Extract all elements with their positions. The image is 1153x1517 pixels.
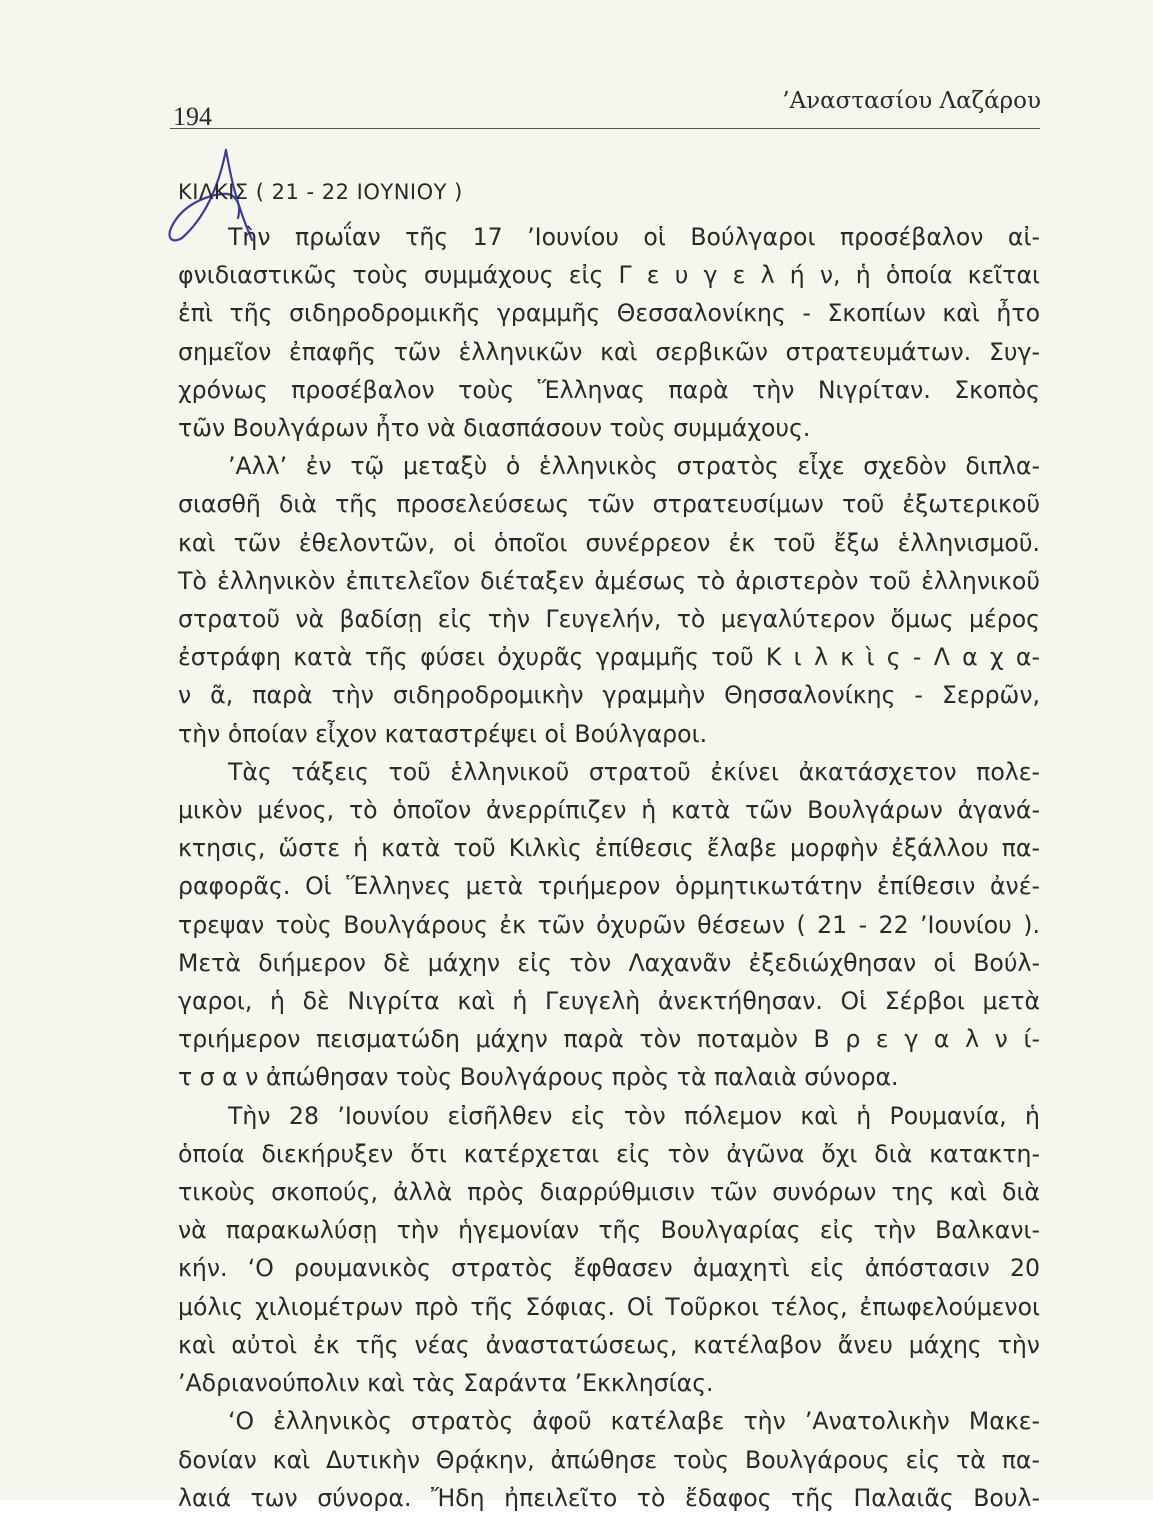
text-line: Μετὰ διήμερον δὲ μάχην εἰς τὸν Λαχανᾶν ἐξεδιώχθησαν οἱ Βούλ- xyxy=(178,948,1040,977)
text-line: ραφορᾶς. Οἱ Ἕλληνες μετὰ τριήμερον ὁρμητικωτάτην ἐπίθεσιν ἀνέ- xyxy=(178,872,1040,901)
paragraph xyxy=(178,218,1040,447)
text-line: ‘Ο ἑλληνικὸς στρατὸς ἀφοῦ κατέλαβε τὴν ’Ανατολικὴν Μακε- xyxy=(228,1407,1040,1436)
text-line: ’Αλλ’ ἐν τῷ μεταξὺ ὁ ἑλληνικὸς στρατὸς εἶχε σχεδὸν διπλα- xyxy=(228,452,1040,481)
text-line: κήν. ‘Ο ρουμανικὸς στρατὸς ἔφθασεν ἀμαχητὶ εἰς ἀπόστασιν 20 xyxy=(178,1254,1040,1283)
text-line: γαροι, ἡ δὲ Νιγρίτα καὶ ἡ Γευγελὴ ἀνεκτήθησαν. Οἱ Σέρβοι μετὰ xyxy=(178,987,1040,1016)
text-line: κτησις, ὥστε ἡ κατὰ τοῦ Κιλκὶς ἐπίθεσις ἔλαβε μορφὴν ἐξάλλου πα- xyxy=(178,834,1040,863)
running-head: ’Αναστασίου Λαζάρου xyxy=(782,88,1041,114)
text-line: σιασθῆ διὰ τῆς προσελεύσεως τῶν στρατευσίμων τοῦ ἐξωτερικοῦ xyxy=(178,490,1040,519)
text-line: Τὰς τάξεις τοῦ ἑλληνικοῦ στρατοῦ ἐκίνει ἀκατάσχετον πολε- xyxy=(228,757,1040,786)
text-line: τικοὺς σκοπούς, ἀλλὰ πρὸς διαρρύθμισιν τῶν συνόρων της καὶ διὰ xyxy=(178,1178,1040,1207)
paragraph xyxy=(178,447,1040,753)
page-number: 194 xyxy=(173,102,212,131)
text-line: καὶ τῶν ἐθελοντῶν, οἱ ὁποῖοι συνέρρεον ἐκ τοῦ ἔξω ἑλληνισμοῦ. xyxy=(178,528,1040,557)
text-line: νὰ παρακωλύσῃ τὴν ἡγεμονίαν τῆς Βουλγαρίας εἰς τὴν Βαλκανι- xyxy=(178,1216,1040,1245)
text-line: τριήμερον πεισματώδη μάχην παρὰ τὸν ποταμὸν Β ρ ε γ α λ ν ί- xyxy=(178,1025,1040,1054)
text-line: ν ᾶ, παρὰ τὴν σιδηροδρομικὴν γραμμὴν Θησσαλονίκης - Σερρῶν, xyxy=(178,681,1040,710)
header-rule xyxy=(170,128,1040,129)
text-line: ἐπὶ τῆς σιδηροδρομικῆς γραμμῆς Θεσσαλονίκης - Σκοπίων καὶ ἦτο xyxy=(178,299,1040,328)
text-line: τῶν Βουλγάρων ἦτο νὰ διασπάσουν τοὺς συμμάχους. xyxy=(178,414,811,443)
paragraph xyxy=(178,753,1040,1097)
text-line: μόλις χιλιομέτρων πρὸ τῆς Σόφιας. Οἱ Τοῦρκοι τέλος, ἐπωφελούμενοι xyxy=(178,1292,1040,1321)
text-line: μικὸν μένος, τὸ ὁποῖον ἀνερρίπιζεν ἡ κατὰ τῶν Βουλγάρων ἀγανά- xyxy=(178,796,1040,825)
paragraph xyxy=(178,1097,1040,1403)
text-line: δονίαν καὶ Δυτικὴν Θρᾴκην, ἀπώθησε τοὺς Βουλγάρους εἰς τὰ πα- xyxy=(178,1445,1040,1474)
text-line: ’Αδριανούπολιν καὶ τὰς Σαράντα ’Εκκλησίας. xyxy=(178,1369,714,1398)
text-line: στρατοῦ νὰ βαδίσῃ εἰς τὴν Γευγελήν, τὸ μεγαλύτερον ὅμως μέρος xyxy=(178,605,1040,634)
body-text xyxy=(178,218,1040,1517)
text-line: καὶ αὐτοὶ ἐκ τῆς νέας ἀναστατώσεως, κατέλαβον ἄνευ μάχης τὴν xyxy=(178,1330,1040,1359)
text-line: χρόνως προσέβαλον τοὺς Ἕλληνας παρὰ τὴν Νιγρίταν. Σκοπὸς xyxy=(178,375,1040,404)
text-line: τρεψαν τοὺς Βουλγάρους ἐκ τῶν ὀχυρῶν θέσεων ( 21 - 22 ’Ιουνίου ). xyxy=(178,910,1040,939)
text-line: σημεῖον ἐπαφῆς τῶν ἑλληνικῶν καὶ σερβικῶν στρατευμάτων. Συγ- xyxy=(178,337,1040,366)
text-line: λαιά των σύνορα. Ἤδη ἠπειλεῖτο τὸ ἔδαφος τῆς Παλαιᾶς Βουλ- xyxy=(178,1483,1040,1512)
text-line: Τὴν πρωΐαν τῆς 17 ’Ιουνίου οἱ Βούλγαροι προσέβαλον αἰ- xyxy=(228,223,1040,251)
text-line: Τὸ ἑλληνικὸν ἐπιτελεῖον διέταξεν ἀμέσως τὸ ἀριστερὸν τοῦ ἑλληνικοῦ xyxy=(178,566,1040,595)
text-line: τὴν ὁποίαν εἶχον καταστρέψει οἱ Βούλγαροι. xyxy=(178,719,708,748)
text-line: τ σ α ν ἀπώθησαν τοὺς Βουλγάρους πρὸς τὰ παλαιὰ σύνορα. xyxy=(178,1063,899,1092)
text-line: ἐστράφη κατὰ τῆς φύσει ὀχυρᾶς γραμμῆς τοῦ Κ ι λ κ ὶ ς - Λ α χ α- xyxy=(178,643,1040,672)
text-line: Τὴν 28 ’Ιουνίου εἰσῆλθεν εἰς τὸν πόλεμον καὶ ἡ Ρουμανία, ἡ xyxy=(228,1101,1040,1130)
section-title: ΚΙΛΚΙΣ ( 21 - 22 ΙΟΥΝΙΟΥ ) xyxy=(178,180,463,204)
text-line: ὁποία διεκήρυξεν ὅτι κατέρχεται εἰς τὸν ἀγῶνα ὄχι διὰ κατακτη- xyxy=(178,1139,1040,1168)
text-line: φνιδιαστικῶς τοὺς συμμάχους εἰς Γ ε υ γ ε λ ή ν, ἡ ὁποία κεῖται xyxy=(178,261,1040,290)
